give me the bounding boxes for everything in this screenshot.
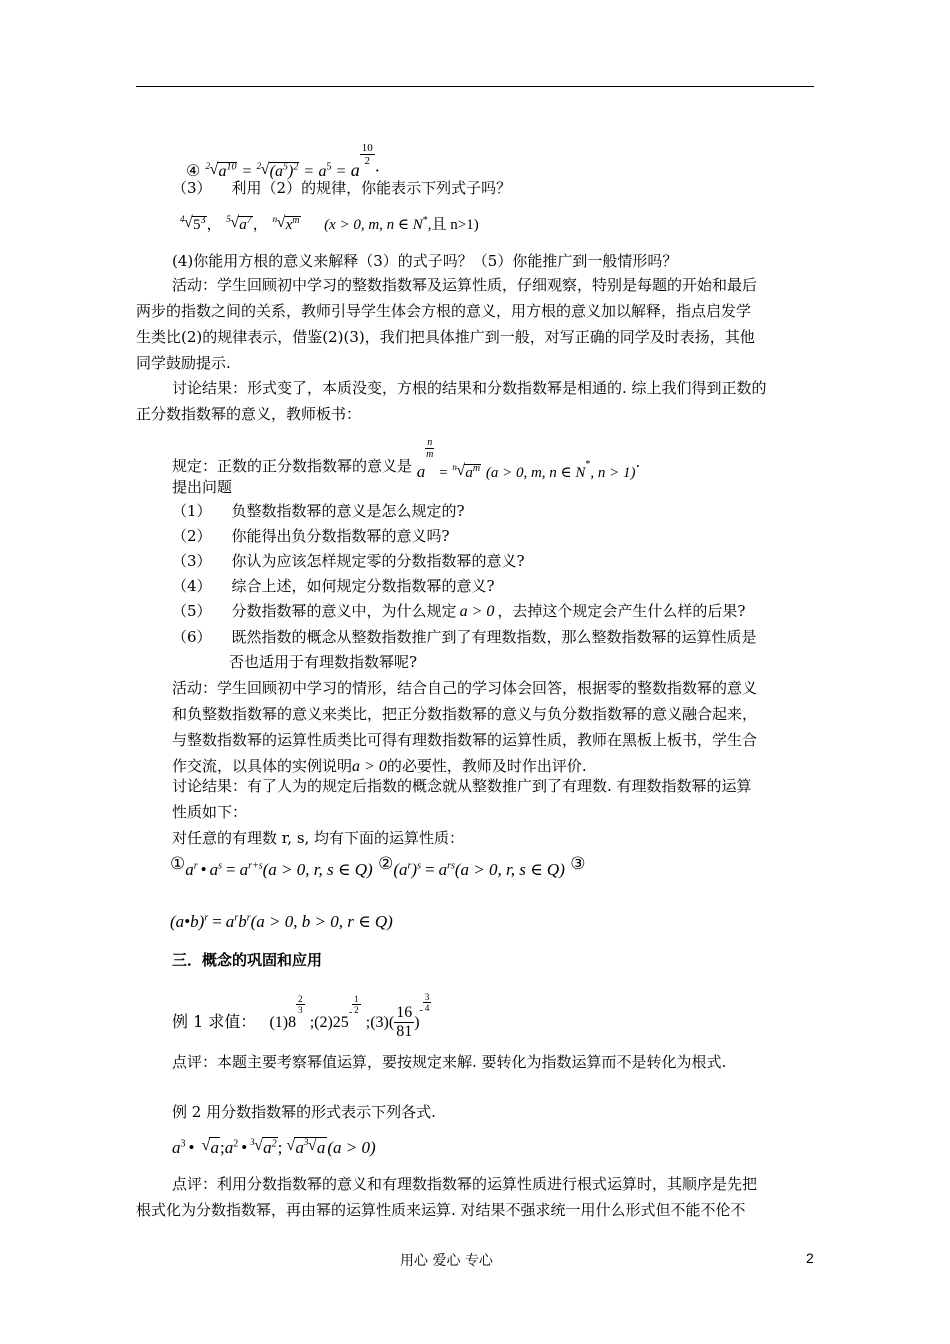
property-3: (a•b)$^r$ = $a^rb^r(a > 0$, b > 0, r ∈ Q) bbox=[170, 912, 393, 931]
list-item: （2） 你能得出负分数指数幂的意义吗? bbox=[172, 527, 450, 545]
any-rational-text: 对任意的有理数 r, s, 均有下面的运算性质： bbox=[172, 829, 465, 847]
questions-title: 提出问题 bbox=[172, 478, 233, 496]
header-rule bbox=[136, 86, 814, 87]
list-item: （6） 既然指数的概念从整数指数推广到了有理数指数，那么整数指数幂的运算性质是 bbox=[172, 628, 757, 646]
section-heading: 三．概念的巩固和应用 bbox=[172, 951, 323, 969]
question-3: （3） 利用（2）的规律，你能表示下列式子吗？ bbox=[172, 179, 512, 197]
equation-4: ④ 2 √ $a^{10}$ = 2 √ $(a^5)^2 = a^5 = a$ $\frac{10}{2}$ · bbox=[186, 142, 380, 180]
radical: 4 √ $5^3$ bbox=[180, 214, 206, 233]
example-2-label: 例 2 用分数指数幂的形式表示下列各式. bbox=[172, 1103, 436, 1121]
radical: 2 √ $a^{10}$ bbox=[205, 161, 237, 180]
question-4-5: (4)你能用方根的意义来解释（3）的式子吗？（5）你能推广到一般情形吗？ bbox=[172, 252, 678, 270]
radical: √ a 3 √ a bbox=[282, 1136, 327, 1160]
radical: 3 √ $a^2$ bbox=[250, 1137, 277, 1157]
radical: 5 √ $a^7$ bbox=[226, 214, 252, 233]
radical: 2 √ $(a^5)^2$ bbox=[256, 161, 299, 180]
radical: 3 √ a bbox=[303, 1137, 326, 1157]
list-item-continuation: 否也适用于有理数指数幂呢? bbox=[229, 653, 418, 671]
list-item: （1） 负整数指数幂的意义是怎么规定的? bbox=[172, 502, 465, 520]
circle-number: ④ bbox=[186, 161, 201, 180]
footer-slogan: 用心 爱心 专心 bbox=[400, 1253, 493, 1269]
radical: n √ $x^m$ bbox=[272, 214, 300, 233]
example-1: 例 1 求值： (1)8 $\frac{2}{3}$ ;(2)25- $\frac{1}{2}$ ;(3)( $\frac{16}{81}$ )- $\frac{3}{4}$ bbox=[172, 992, 430, 1040]
rule-definition: 规定：正数的正分数指数幂的意义是 a $\frac{n}{m}$ = n √ $a^m$ (a > 0, m, n ∈ N*, n > 1)· bbox=[172, 437, 641, 481]
question-3-expressions: 4 √ $5^3$， 5 √ $a^7$， n √ $x^m$ (x > 0, m, n ∈ N*,且 n>1) bbox=[180, 214, 479, 233]
radical: √ a bbox=[201, 1137, 219, 1157]
properties-line: $①a^r$ • $a^s = a^{r+s}(a > 0$, r, s ∈ Q) $②(a^r)^s = a^{rs}(a > 0$, r, s ∈ Q) ③ bbox=[170, 854, 586, 879]
list-item: （5） 分数指数幂的意义中，为什么规定 a > 0 ，去掉这个规定会产生什么样的后果? bbox=[172, 602, 746, 620]
example-2-expression: $a^3$ • √ $a;a^2$ • 3 √ $a^2$; √ a 3 √ a (a > 0) bbox=[172, 1136, 376, 1160]
list-item: （3） 你认为应该怎样规定零的分数指数幂的意义? bbox=[172, 552, 525, 570]
comment-1: 点评：本题主要考察幂值运算，要按规定来解. 要转化为指数运算而不是转化为根式. bbox=[172, 1053, 727, 1071]
radical: n √ $a^m$ bbox=[452, 462, 481, 481]
list-item: （4） 综合上述，如何规定分数指数幂的意义? bbox=[172, 577, 495, 595]
page-number: 2 bbox=[806, 1250, 814, 1266]
